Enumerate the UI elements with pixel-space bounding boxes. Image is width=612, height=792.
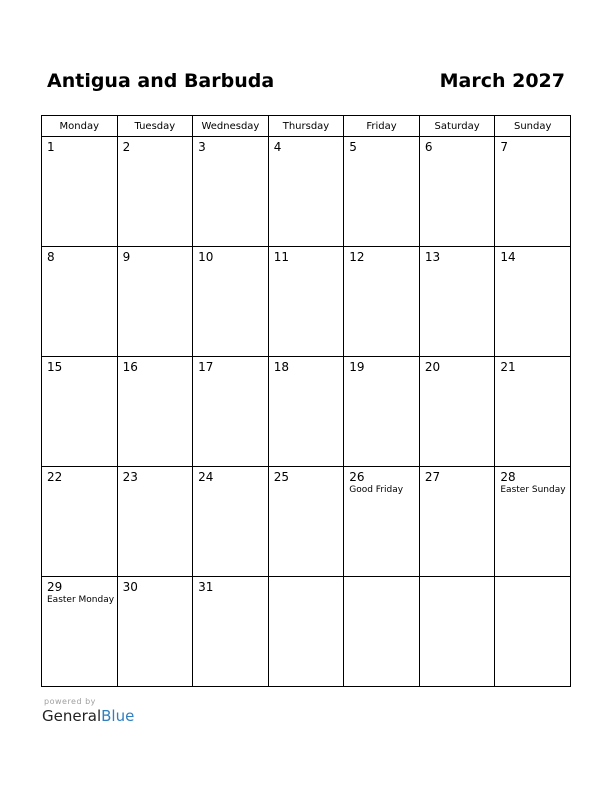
day-cell: [344, 467, 420, 577]
day-cell: [117, 467, 193, 577]
day-cell: [42, 137, 118, 247]
day-cell: [117, 577, 193, 687]
day-cell: [268, 467, 344, 577]
day-number: 9: [122, 250, 131, 264]
week-row: [42, 577, 571, 687]
day-number: 16: [122, 360, 138, 374]
day-cell: [495, 357, 571, 467]
day-number: 17: [198, 360, 214, 374]
weekday-header: Wednesday: [193, 116, 269, 137]
brand-blue-text: Blue: [101, 707, 135, 725]
day-number: 29: [47, 580, 63, 594]
holiday-label: Easter Monday: [47, 595, 115, 605]
day-number: 27: [424, 470, 441, 484]
day-number: 24: [198, 470, 214, 484]
day-cell: [344, 137, 420, 247]
day-number: 1: [47, 140, 55, 154]
day-number: 28: [500, 470, 516, 484]
weekday-header: Monday: [42, 116, 118, 137]
day-cell: [268, 577, 344, 687]
day-number: 14: [500, 250, 516, 264]
powered-by-text: powered by: [44, 697, 96, 706]
day-cell: [193, 577, 269, 687]
day-number: 13: [424, 250, 441, 264]
day-cell: [419, 577, 495, 687]
day-cell: [193, 467, 269, 577]
day-number: 7: [500, 140, 509, 154]
country-title: Antigua and Barbuda: [47, 70, 275, 92]
day-number: 10: [198, 250, 214, 264]
holiday-label: Easter Sunday: [500, 485, 566, 495]
day-number: 12: [349, 250, 365, 264]
holiday-label: Good Friday: [349, 485, 404, 495]
weekday-header-row: [42, 116, 571, 137]
day-cell: [117, 357, 193, 467]
day-number: 8: [47, 250, 55, 264]
day-number: 20: [424, 360, 441, 374]
day-cell: [268, 137, 344, 247]
day-cell: [193, 247, 269, 357]
day-cell: [419, 137, 495, 247]
weekday-header: Sunday: [495, 116, 571, 137]
day-number: 23: [122, 470, 138, 484]
day-cell: [42, 247, 118, 357]
day-cell: [344, 577, 420, 687]
day-cell: [42, 577, 118, 687]
day-number: 31: [198, 580, 214, 594]
day-cell: [193, 137, 269, 247]
day-number: 11: [273, 250, 289, 264]
day-number: 6: [424, 140, 433, 154]
day-number: 3: [198, 140, 206, 154]
day-cell: [419, 357, 495, 467]
weekday-header: Saturday: [419, 116, 495, 137]
day-number: 2: [122, 140, 131, 154]
week-row: [42, 467, 571, 577]
day-number: 30: [122, 580, 138, 594]
day-cell: [495, 467, 571, 577]
week-row: [42, 247, 571, 357]
day-number: 18: [273, 360, 289, 374]
day-number: 4: [273, 140, 282, 154]
day-cell: [193, 357, 269, 467]
day-cell: [344, 357, 420, 467]
day-number: 26: [349, 470, 365, 484]
day-cell: [495, 577, 571, 687]
day-number: 15: [47, 360, 63, 374]
week-row: [42, 357, 571, 467]
day-cell: [344, 247, 420, 357]
generalblue-logo: [42, 707, 134, 725]
day-number: 25: [273, 470, 289, 484]
brand-general-text: General: [42, 707, 102, 725]
calendar-grid: [41, 115, 571, 687]
day-number: 5: [349, 140, 357, 154]
day-cell: [495, 137, 571, 247]
day-cell: [419, 247, 495, 357]
day-cell: [117, 247, 193, 357]
day-cell: [117, 137, 193, 247]
day-cell: [268, 357, 344, 467]
day-number: 19: [349, 360, 365, 374]
day-cell: [42, 357, 118, 467]
weekday-header: Friday: [344, 116, 420, 137]
week-row: [42, 137, 571, 247]
brand-footer: [42, 697, 134, 725]
day-number: 21: [500, 360, 516, 374]
day-cell: [419, 467, 495, 577]
weekday-header: Thursday: [268, 116, 344, 137]
day-cell: [495, 247, 571, 357]
day-cell: [268, 247, 344, 357]
day-cell: [42, 467, 118, 577]
month-year-title: March 2027: [439, 70, 565, 92]
day-number: 22: [47, 470, 63, 484]
weekday-header: Tuesday: [117, 116, 193, 137]
